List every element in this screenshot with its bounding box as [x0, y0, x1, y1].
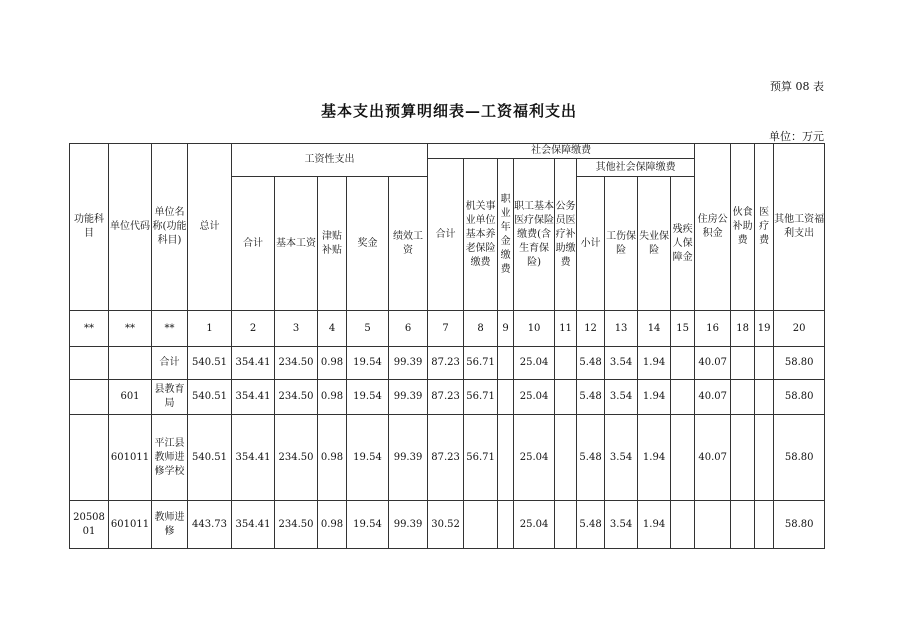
- col-header-unit-name: 单位名称(功能科目): [152, 144, 188, 311]
- col-header-housing-fund: 住房公积金: [695, 144, 731, 311]
- col-header-basic-wage: 基本工资: [275, 177, 318, 311]
- table-cell: 234.50: [275, 415, 318, 501]
- col-index: 7: [428, 311, 464, 347]
- table-cell: [555, 347, 577, 380]
- table-cell: 25.04: [514, 415, 555, 501]
- table-cell: 40.07: [695, 415, 731, 501]
- col-index: 19: [755, 311, 774, 347]
- table-cell: [70, 415, 109, 501]
- col-index: 12: [577, 311, 605, 347]
- table-cell: [555, 380, 577, 415]
- col-group-wage: 工资性支出: [232, 144, 428, 177]
- col-index-row: [70, 311, 825, 347]
- col-index: 1: [188, 311, 232, 347]
- table-cell: 58.80: [774, 501, 825, 549]
- table-cell: 234.50: [275, 501, 318, 549]
- table-cell: 0.98: [318, 501, 347, 549]
- table-cell: [464, 501, 498, 549]
- col-index: 9: [498, 311, 514, 347]
- col-group-other-social: 其他社会保障缴费: [577, 159, 695, 177]
- table-cell: [755, 380, 774, 415]
- col-index: 11: [555, 311, 577, 347]
- table-cell: 40.07: [695, 347, 731, 380]
- table-cell: [555, 501, 577, 549]
- col-header-annuity: 职业年金缴费: [498, 159, 514, 311]
- table-cell: [755, 501, 774, 549]
- table-cell: 99.39: [389, 347, 428, 380]
- table-cell: 25.04: [514, 380, 555, 415]
- col-header-other-welfare: 其他工资福利支出: [774, 144, 825, 311]
- col-header-disability: 残疾人保障金: [671, 177, 695, 311]
- col-header-social-total: 合计: [428, 159, 464, 311]
- unit-label: 单位：万元: [769, 130, 824, 143]
- col-header-function-subject: 功能科目: [70, 144, 109, 311]
- col-header-wage-total: 合计: [232, 177, 275, 311]
- table-cell: [755, 415, 774, 501]
- table-cell: 354.41: [232, 501, 275, 549]
- table-cell: 3.54: [605, 347, 638, 380]
- col-header-total: 总计: [188, 144, 232, 311]
- table-cell: [671, 380, 695, 415]
- table-cell: 234.50: [275, 347, 318, 380]
- table-cell: [671, 501, 695, 549]
- table-cell: 99.39: [389, 380, 428, 415]
- table-cell: 0.98: [318, 347, 347, 380]
- table-cell: 3.54: [605, 415, 638, 501]
- table-cell: 5.48: [577, 415, 605, 501]
- table-cell: 19.54: [347, 415, 389, 501]
- table-cell: 56.71: [464, 380, 498, 415]
- col-index: 6: [389, 311, 428, 347]
- table-cell: 87.23: [428, 380, 464, 415]
- col-header-performance: 绩效工资: [389, 177, 428, 311]
- table-cell: 教师进修: [152, 501, 188, 549]
- table-cell: [731, 415, 755, 501]
- table-cell: 5.48: [577, 380, 605, 415]
- table-cell: [731, 501, 755, 549]
- table-cell: 354.41: [232, 415, 275, 501]
- table-cell: 5.48: [577, 501, 605, 549]
- col-header-other-subtotal: 小计: [577, 177, 605, 311]
- col-index: 10: [514, 311, 555, 347]
- table-cell: 354.41: [232, 380, 275, 415]
- table-cell: [555, 415, 577, 501]
- table-cell: 56.71: [464, 415, 498, 501]
- table-cell: 25.04: [514, 347, 555, 380]
- table-cell: 99.39: [389, 501, 428, 549]
- col-index: 18: [731, 311, 755, 347]
- table-cell: 601: [109, 380, 152, 415]
- table-cell: 40.07: [695, 380, 731, 415]
- table-cell: 30.52: [428, 501, 464, 549]
- table-cell: [671, 415, 695, 501]
- table-cell: 1.94: [638, 347, 671, 380]
- table-cell: [695, 501, 731, 549]
- table-row: [70, 380, 825, 415]
- table-cell: 58.80: [774, 380, 825, 415]
- col-header-meal-subsidy: 伙食补助费: [731, 144, 755, 311]
- table-cell: [671, 347, 695, 380]
- table-cell: [755, 347, 774, 380]
- table-cell: 87.23: [428, 415, 464, 501]
- table-cell: 合计: [152, 347, 188, 380]
- col-index: **: [152, 311, 188, 347]
- table-cell: 58.80: [774, 415, 825, 501]
- col-header-allowance: 津贴补贴: [318, 177, 347, 311]
- table-cell: 平江县教师进修学校: [152, 415, 188, 501]
- table-cell: 19.54: [347, 501, 389, 549]
- table-cell: [498, 501, 514, 549]
- table-cell: 5.48: [577, 347, 605, 380]
- table-cell: 0.98: [318, 380, 347, 415]
- col-group-social: 社会保障缴费: [428, 144, 695, 159]
- table-cell: [109, 347, 152, 380]
- table-cell: 601011: [109, 501, 152, 549]
- col-index: 20: [774, 311, 825, 347]
- table-row: [70, 347, 825, 380]
- col-index: 2: [232, 311, 275, 347]
- col-header-bonus: 奖金: [347, 177, 389, 311]
- budget-table: [69, 143, 825, 549]
- table-code: 预算 08 表: [770, 80, 824, 93]
- table-cell: [70, 347, 109, 380]
- table-cell: 1.94: [638, 501, 671, 549]
- table-cell: [498, 380, 514, 415]
- page-title: 基本支出预算明细表—工资福利支出: [320, 102, 577, 120]
- table-row: [70, 415, 825, 501]
- col-index: **: [109, 311, 152, 347]
- table-cell: [70, 380, 109, 415]
- col-header-injury: 工伤保险: [605, 177, 638, 311]
- col-index: 14: [638, 311, 671, 347]
- col-header-unemployment: 失业保险: [638, 177, 671, 311]
- table-cell: 19.54: [347, 347, 389, 380]
- table-cell: 234.50: [275, 380, 318, 415]
- table-cell: 3.54: [605, 501, 638, 549]
- table-cell: 540.51: [188, 380, 232, 415]
- col-index: 13: [605, 311, 638, 347]
- table-cell: 99.39: [389, 415, 428, 501]
- table-cell: 1.94: [638, 380, 671, 415]
- col-header-medical-insurance: 职工基本医疗保险缴费(含生育保险): [514, 159, 555, 311]
- table-cell: 19.54: [347, 380, 389, 415]
- col-index: 3: [275, 311, 318, 347]
- col-index: 16: [695, 311, 731, 347]
- table-cell: 3.54: [605, 380, 638, 415]
- table-cell: 58.80: [774, 347, 825, 380]
- col-header-unit-code: 单位代码: [109, 144, 152, 311]
- table-cell: 354.41: [232, 347, 275, 380]
- table-cell: 2050801: [70, 501, 109, 549]
- table-cell: 0.98: [318, 415, 347, 501]
- col-header-medical: 医疗费: [755, 144, 774, 311]
- table-row: [70, 501, 825, 549]
- col-index: **: [70, 311, 109, 347]
- col-index: 5: [347, 311, 389, 347]
- col-index: 15: [671, 311, 695, 347]
- table-cell: 1.94: [638, 415, 671, 501]
- table-cell: 县教育局: [152, 380, 188, 415]
- col-index: 8: [464, 311, 498, 347]
- table-cell: 540.51: [188, 347, 232, 380]
- table-cell: 56.71: [464, 347, 498, 380]
- table-cell: 87.23: [428, 347, 464, 380]
- col-index: 4: [318, 311, 347, 347]
- table-cell: 540.51: [188, 415, 232, 501]
- table-cell: [498, 415, 514, 501]
- table-cell: 443.73: [188, 501, 232, 549]
- table-cell: [731, 347, 755, 380]
- col-header-pension: 机关事业单位基本养老保险缴费: [464, 159, 498, 311]
- col-header-civil-medical: 公务员医疗补助缴费: [555, 159, 577, 311]
- table-cell: 601011: [109, 415, 152, 501]
- table-cell: [731, 380, 755, 415]
- table-cell: 25.04: [514, 501, 555, 549]
- table-cell: [498, 347, 514, 380]
